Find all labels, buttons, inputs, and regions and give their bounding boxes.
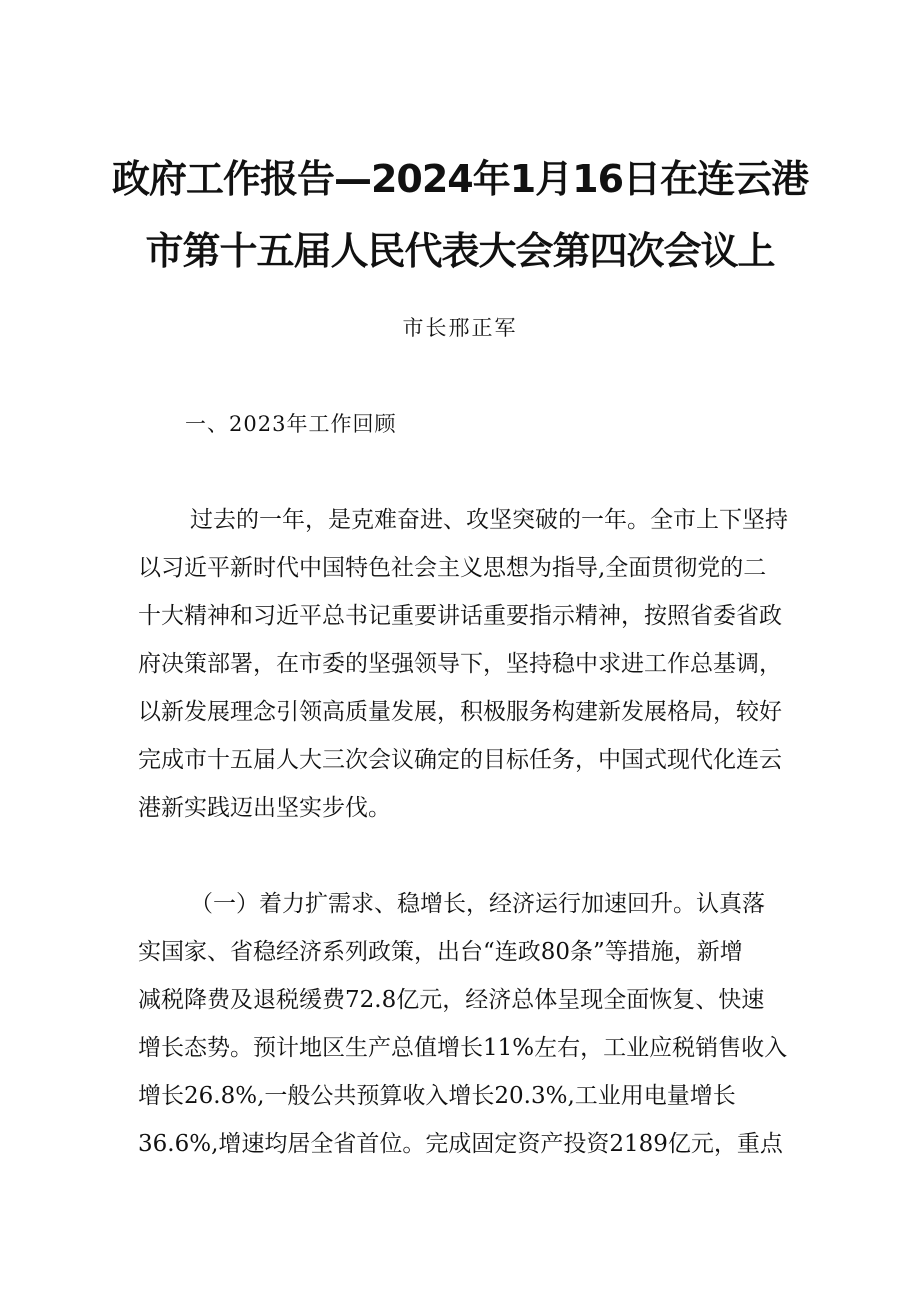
document-title-line-1: 政府工作报告—2024年1月16日在连云港 (111, 157, 809, 201)
paragraph-1-line: 完成市十五届人大三次会议确定的目标任务，中国式现代化连云 (138, 747, 782, 773)
paragraph-2-line: 实国家、省稳经济系列政策，出台“连政80条”等措施，新增 (138, 939, 743, 965)
paragraph-2-line: （一）着力扩需求、稳增长，经济运行加速回升。认真落 (190, 891, 765, 917)
paragraph-1-line: 以习近平新时代中国特色社会主义思想为指导,全面贯彻党的二 (138, 555, 767, 581)
paragraph-2-line: 36.6%,增速均居全省首位。完成固定资产投资2189亿元，重点 (138, 1131, 783, 1157)
section-heading: 一、2023年工作回顾 (185, 412, 397, 436)
paragraph-1-line: 港新实践迈出坚实步伐。 (138, 795, 391, 821)
paragraph-1-line: 过去的一年，是克难奋进、攻坚突破的一年。全市上下坚持 (190, 507, 788, 533)
paragraph-2-line: 减税降费及退税缓费72.8亿元，经济总体呈现全面恢复、快速 (138, 987, 765, 1013)
paragraph-1-line: 府决策部署，在市委的坚强领导下，坚持稳中求进工作总基调， (138, 651, 782, 677)
paragraph-2-line: 增长26.8%,一般公共预算收入增长20.3%,工业用电量增长 (138, 1083, 736, 1109)
paragraph-1-line: 以新发展理念引领高质量发展，积极服务构建新发展格局，较好 (138, 699, 782, 725)
author-byline: 市长邢正军 (402, 316, 518, 340)
paragraph-2-line: 增长态势。预计地区生产总值增长11%左右，工业应税销售收入 (138, 1035, 788, 1061)
document-title-line-2: 市第十五届人民代表大会第四次会议上 (145, 229, 775, 273)
paragraph-1-line: 十大精神和习近平总书记重要讲话重要指示精神，按照省委省政 (138, 603, 782, 629)
